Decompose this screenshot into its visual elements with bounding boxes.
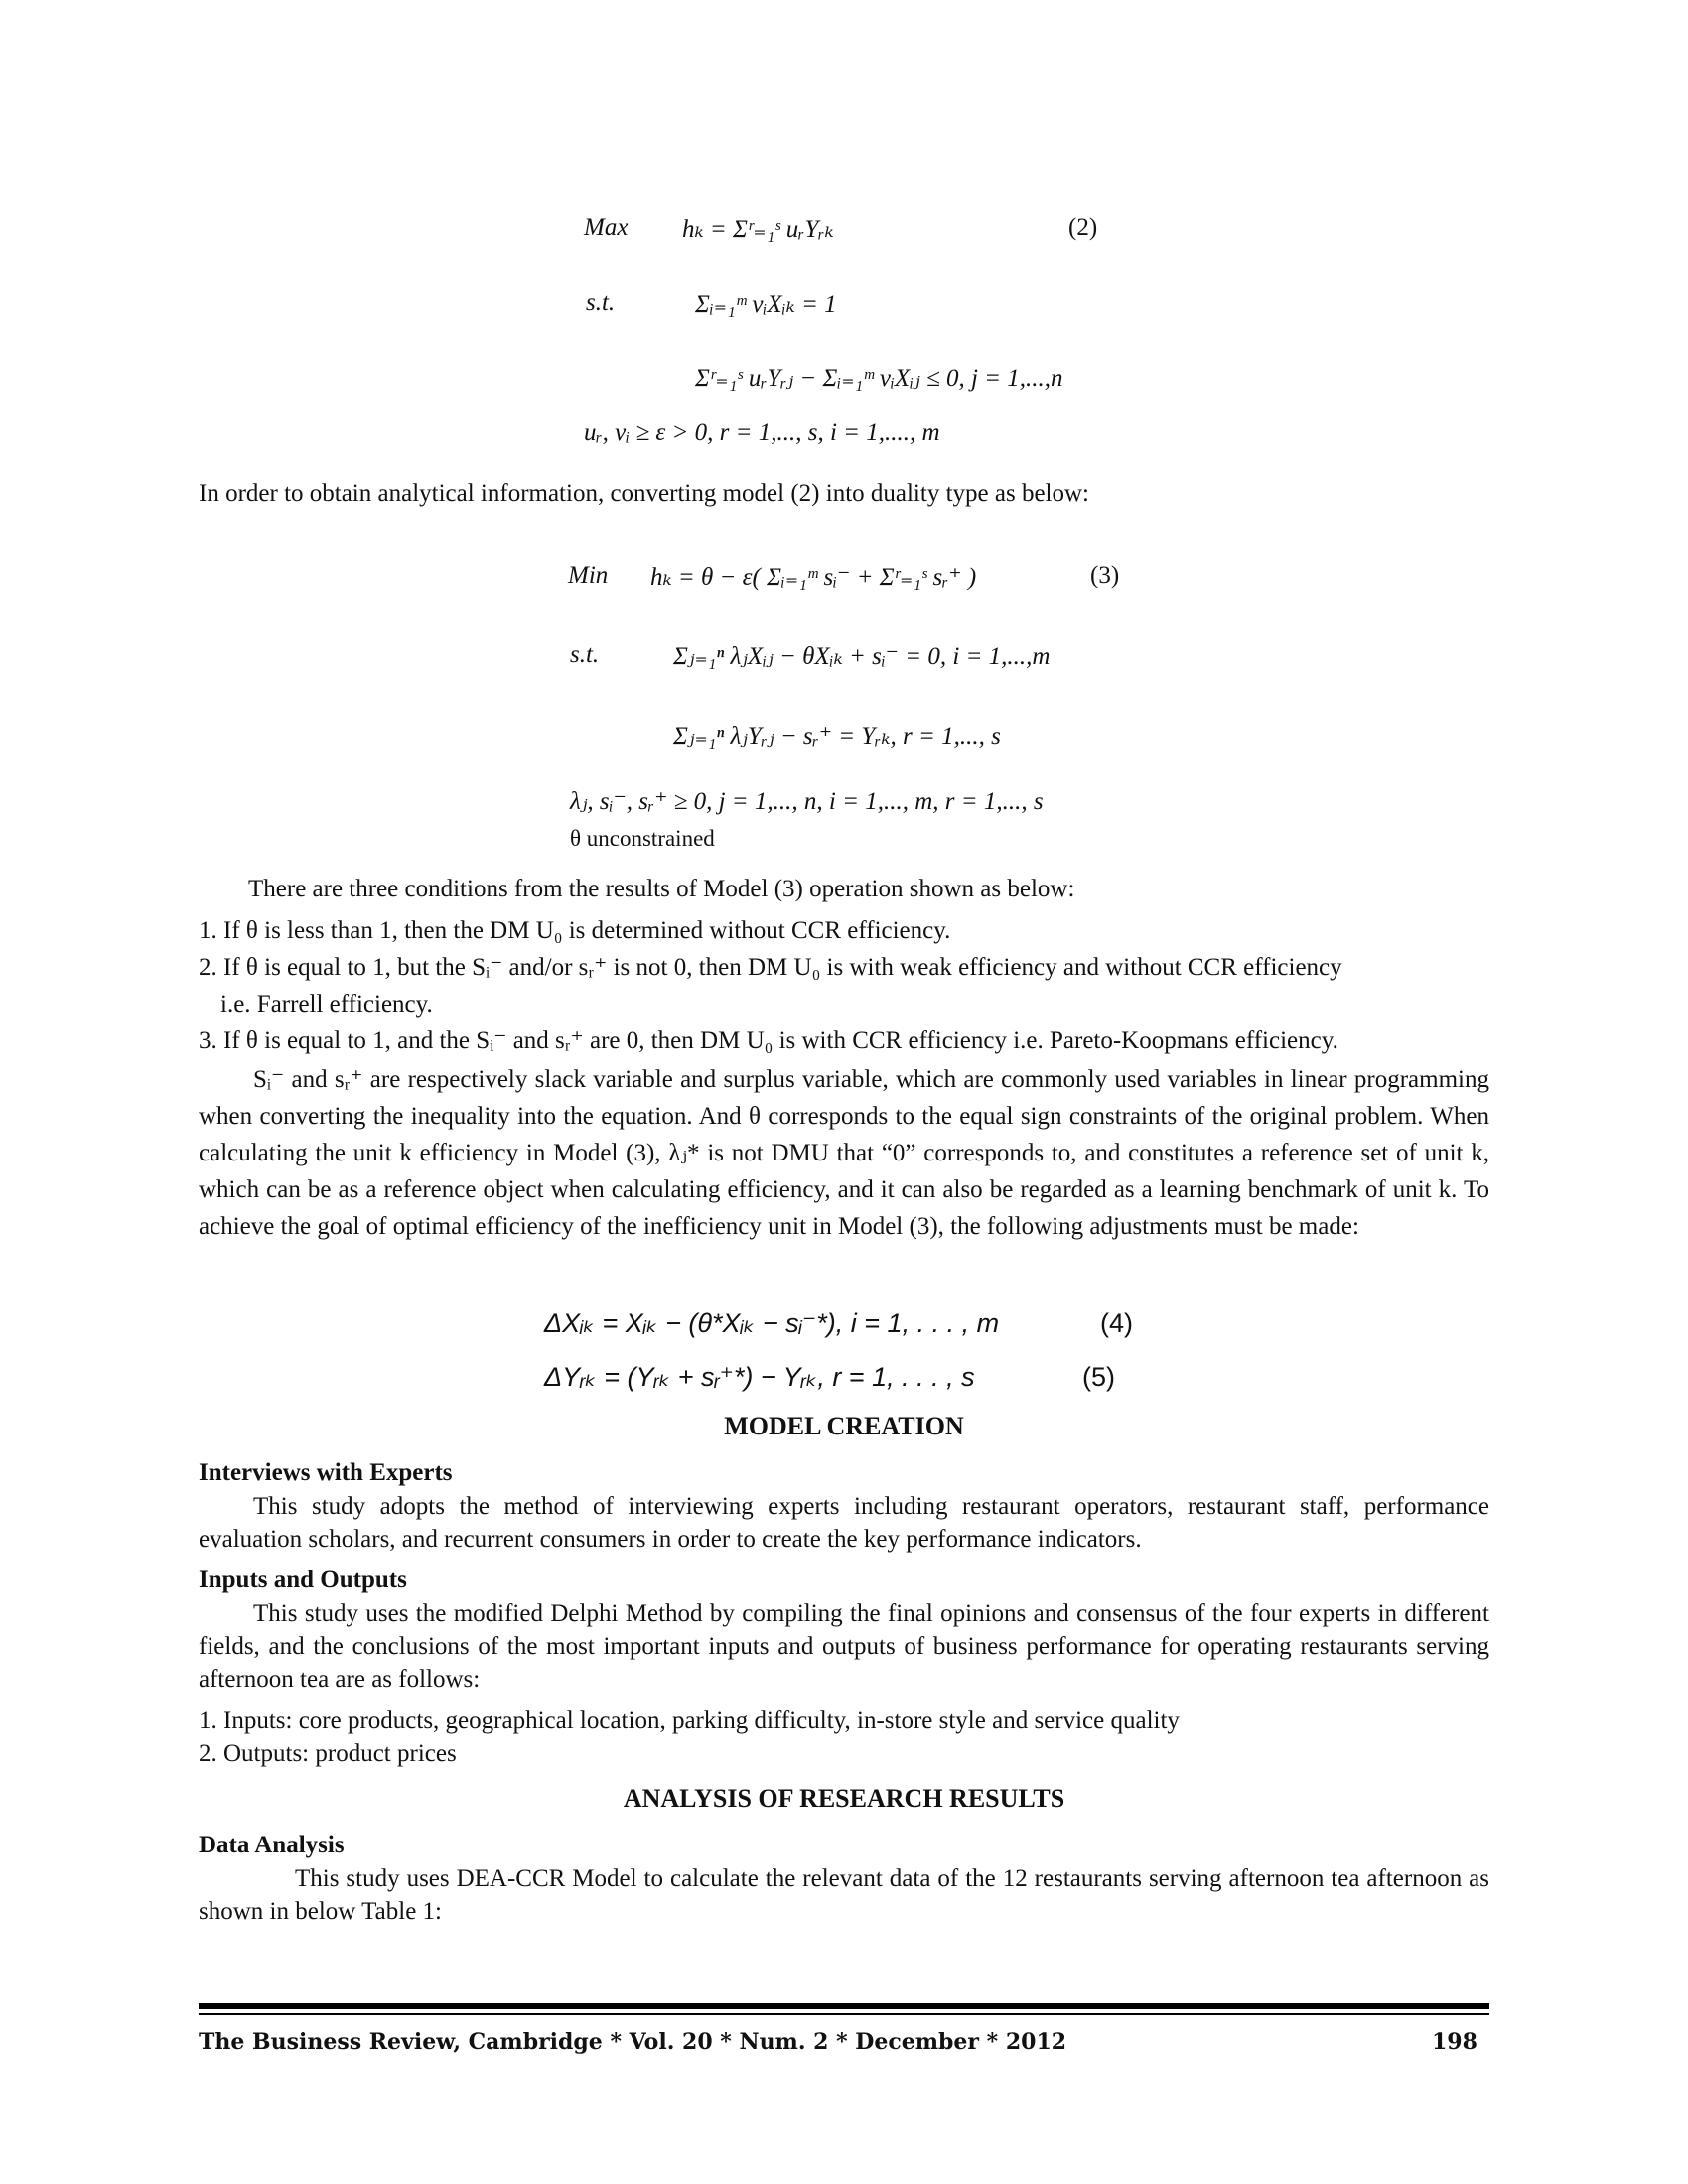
subheading-inputs-outputs: Inputs and Outputs: [199, 1567, 407, 1593]
equation-number-3: (3): [1090, 562, 1120, 589]
equation-number-5: (5): [1082, 1362, 1115, 1392]
list-item-inputs: 1. Inputs: core products, geographical location, parking difficulty, in-store style and service quality: [199, 1707, 1180, 1734]
condition-1: 1. If θ is less than 1, then the DM U₀ is determined without CCR efficiency.: [199, 917, 951, 944]
equation-5: ΔYᵣₖ = (Yᵣₖ + sᵣ⁺*) − Yᵣₖ, r = 1, . . . , s: [544, 1362, 975, 1392]
model-2-constraint-1: Σᵢ₌₁ᵐ vᵢXᵢₖ = 1: [695, 291, 837, 318]
model-3-constraint-1: Σⱼ₌₁ⁿ λⱼXᵢⱼ − θXᵢₖ + sᵢ⁻ = 0, i = 1,...,m: [673, 643, 1051, 670]
footer-rule-thick: [199, 2003, 1489, 2009]
equation-4: ΔXᵢₖ = Xᵢₖ − (θ*Xᵢₖ − sᵢ⁻*), i = 1, . . . , m: [544, 1308, 1000, 1338]
duality-intro: In order to obtain analytical information, converting model (2) into duality type as below:: [199, 480, 1089, 507]
max-label: Max: [584, 214, 629, 241]
condition-2-continued: i.e. Farrell efficiency.: [220, 991, 433, 1018]
model-3-constraint-2: Σⱼ₌₁ⁿ λⱼYᵣⱼ − sᵣ⁺ = Yᵣₖ, r = 1,..., s: [673, 723, 1001, 750]
footer-rule-thin: [199, 2013, 1489, 2015]
model-3-bounds: λⱼ, sᵢ⁻, sᵣ⁺ ≥ 0, j = 1,..., n, i = 1,..., m, r = 1,..., s: [570, 788, 1044, 815]
interviews-paragraph: This study adopts the method of interviewing experts including restaurant operators, restaurant staff, performance evaluation scholars, and recurrent consumers in order to create the key performance indicators.: [199, 1493, 1489, 1553]
model-2-objective: hₖ = Σʳ₌₁ˢ uᵣYᵣₖ: [682, 216, 834, 243]
subheading-interviews: Interviews with Experts: [199, 1459, 453, 1486]
list-item-outputs: 2. Outputs: product prices: [199, 1740, 457, 1767]
inputs-outputs-paragraph: This study uses the modified Delphi Method by compiling the final opinions and consensus of the four experts in different fields, and the conclusions of the most important inputs and outputs of business performance for operating restaurants serving afternoon tea are as follows:: [199, 1600, 1489, 1693]
footer-page-number: 198: [1432, 2029, 1477, 2055]
equation-number-2: (2): [1068, 214, 1098, 241]
min-label: Min: [568, 562, 609, 589]
slack-variables-paragraph: Sᵢ⁻ and sᵣ⁺ are respectively slack variable and surplus variable, which are commonly used variables in linear programming when converting the inequality into the equation. And θ corresponds to the equal sign constraints of the original problem. When calculating the unit k efficiency in Model (3), λⱼ* is not DMU that “0” corresponds to, and constitutes a reference set of unit k, which can be as a reference object when calculating efficiency, and it can also be regarded as a learning benchmark of unit k. To achieve the goal of optimal efficiency of the inefficiency unit in Model (3), the following adjustments must be made:: [199, 1066, 1489, 1240]
conditions-intro: There are three conditions from the results of Model (3) operation shown as below:: [248, 876, 1075, 902]
section-heading-analysis: ANALYSIS OF RESEARCH RESULTS: [623, 1784, 1065, 1813]
subheading-data-analysis: Data Analysis: [199, 1832, 345, 1858]
equation-number-4: (4): [1100, 1308, 1133, 1338]
model-3-objective: hₖ = θ − ε( Σᵢ₌₁ᵐ sᵢ⁻ + Σʳ₌₁ˢ sᵣ⁺ ): [650, 564, 977, 591]
model-2-bounds: uᵣ, vᵢ ≥ ε > 0, r = 1,..., s, i = 1,...., m: [584, 419, 940, 446]
st-label-3: s.t.: [570, 641, 600, 668]
data-analysis-paragraph: This study uses DEA-CCR Model to calculate the relevant data of the 12 restaurants serving afternoon tea afternoon as shown in below Table 1:: [199, 1865, 1489, 1925]
theta-unconstrained: θ unconstrained: [570, 826, 715, 851]
condition-2: 2. If θ is equal to 1, but the Sᵢ⁻ and/or sᵣ⁺ is not 0, then DM U₀ is with weak efficiency and without CCR efficiency: [199, 954, 1342, 981]
footer-journal: The Business Review, Cambridge * Vol. 20 * Num. 2 * December * 2012: [199, 2029, 1067, 2055]
st-label: s.t.: [586, 289, 616, 316]
condition-3: 3. If θ is equal to 1, and the Sᵢ⁻ and sᵣ⁺ are 0, then DM U₀ is with CCR efficiency i.e. Pareto-Koopmans efficiency.: [199, 1027, 1338, 1054]
section-heading-model-creation: MODEL CREATION: [724, 1412, 964, 1440]
model-2-constraint-2: Σʳ₌₁ˢ uᵣYᵣⱼ − Σᵢ₌₁ᵐ vᵢXᵢⱼ ≤ 0, j = 1,...,n: [695, 365, 1063, 392]
